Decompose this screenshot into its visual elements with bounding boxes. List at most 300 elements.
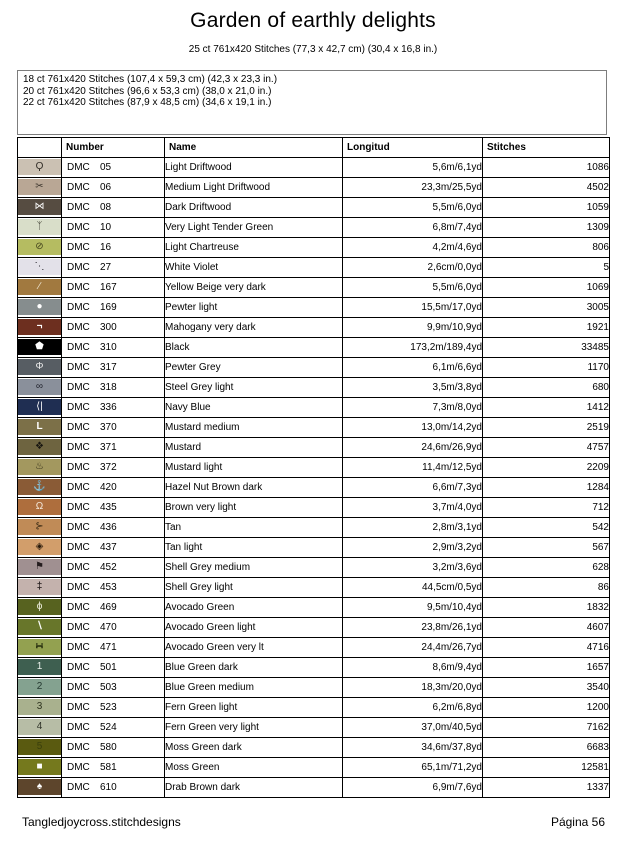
- stitch-symbol-icon: L: [36, 421, 43, 432]
- thread-length: 15,5m/17,0yd: [343, 298, 483, 318]
- color-swatch-cell: [18, 178, 62, 198]
- thread-table: [17, 137, 610, 798]
- color-swatch-cell: [18, 438, 62, 458]
- thread-length: 18,3m/20,0yd: [343, 678, 483, 698]
- stitch-symbol-icon: 1: [36, 661, 43, 672]
- stitch-symbol-icon: ♨: [35, 461, 44, 472]
- color-swatch: [18, 779, 61, 795]
- color-swatch-cell: [18, 398, 62, 418]
- thread-code: 437: [100, 542, 117, 553]
- brand-label: DMC: [67, 402, 90, 413]
- thread-stitches: 5: [483, 258, 610, 278]
- color-swatch-cell: [18, 758, 62, 778]
- stitch-count-subtitle: 25 ct 761x420 Stitches (77,3 x 42,7 cm) (30,4 x 16,8 in.): [188, 44, 438, 55]
- color-swatch: [18, 659, 61, 675]
- thread-stitches: 1284: [483, 478, 610, 498]
- thread-number-cell: [62, 178, 165, 198]
- brand-label: DMC: [67, 522, 90, 533]
- thread-length: 6,2m/6,8yd: [343, 698, 483, 718]
- color-swatch: [18, 679, 61, 695]
- thread-length: 9,9m/10,9yd: [343, 318, 483, 338]
- thread-code: 167: [100, 282, 117, 293]
- brand-label: DMC: [67, 362, 90, 373]
- color-swatch-cell: [18, 718, 62, 738]
- thread-number-cell: [62, 318, 165, 338]
- thread-code: 371: [100, 442, 117, 453]
- thread-name: Moss Green: [165, 758, 343, 778]
- thread-code: 300: [100, 322, 117, 333]
- thread-name: Brown very light: [165, 498, 343, 518]
- stitch-symbol-icon: 3: [36, 701, 43, 712]
- thread-number-cell: [62, 738, 165, 758]
- thread-code: 523: [100, 702, 117, 713]
- stitch-symbol-icon: ●: [36, 301, 43, 312]
- color-swatch-cell: [18, 498, 62, 518]
- color-swatch-cell: [18, 198, 62, 218]
- thread-number-cell: [62, 678, 165, 698]
- thread-number-cell: [62, 618, 165, 638]
- color-swatch: [18, 459, 61, 475]
- thread-name: Very Light Tender Green: [165, 218, 343, 238]
- thread-number-cell: [62, 518, 165, 538]
- color-swatch: [18, 739, 61, 755]
- stitch-symbol-icon: ⟨|: [36, 401, 43, 412]
- thread-length: 6,6m/7,3yd: [343, 478, 483, 498]
- thread-number-cell: [62, 598, 165, 618]
- table-row: [18, 298, 610, 318]
- color-swatch: [18, 719, 61, 735]
- color-swatch-cell: [18, 238, 62, 258]
- color-swatch: [18, 539, 61, 555]
- color-swatch-cell: [18, 278, 62, 298]
- thread-length: 23,3m/25,5yd: [343, 178, 483, 198]
- table-row: [18, 718, 610, 738]
- table-row: [18, 478, 610, 498]
- name-column-header: Name: [165, 138, 343, 158]
- color-swatch: [18, 239, 61, 255]
- color-swatch: [18, 259, 61, 275]
- thread-name: Drab Brown dark: [165, 778, 343, 798]
- color-swatch: [18, 579, 61, 595]
- page-title: Garden of earthly delights: [190, 9, 436, 32]
- thread-code: 310: [100, 342, 117, 353]
- thread-stitches: 6683: [483, 738, 610, 758]
- table-row: [18, 658, 610, 678]
- table-row: [18, 598, 610, 618]
- thread-code: 501: [100, 662, 117, 673]
- color-swatch-cell: [18, 318, 62, 338]
- thread-number-cell: [62, 558, 165, 578]
- table-row: [18, 278, 610, 298]
- thread-name: Avocado Green: [165, 598, 343, 618]
- color-swatch-cell: [18, 298, 62, 318]
- table-row: [18, 778, 610, 798]
- thread-length: 9,5m/10,4yd: [343, 598, 483, 618]
- brand-label: DMC: [67, 222, 90, 233]
- brand-label: DMC: [67, 182, 90, 193]
- thread-number-cell: [62, 238, 165, 258]
- thread-number-cell: [62, 698, 165, 718]
- thread-code: 469: [100, 602, 117, 613]
- thread-code: 580: [100, 742, 117, 753]
- color-swatch: [18, 639, 61, 655]
- table-row: [18, 738, 610, 758]
- color-swatch: [18, 219, 61, 235]
- thread-length: 4,2m/4,6yd: [343, 238, 483, 258]
- thread-length: 3,5m/3,8yd: [343, 378, 483, 398]
- color-swatch: [18, 759, 61, 775]
- color-swatch: [18, 339, 61, 355]
- thread-code: 610: [100, 782, 117, 793]
- brand-label: DMC: [67, 622, 90, 633]
- thread-length: 2,9m/3,2yd: [343, 538, 483, 558]
- thread-length: 2,6cm/0,0yd: [343, 258, 483, 278]
- thread-name: Fern Green very light: [165, 718, 343, 738]
- thread-length: 65,1m/71,2yd: [343, 758, 483, 778]
- stitch-symbol-icon: ⋈: [34, 201, 45, 212]
- brand-label: DMC: [67, 602, 90, 613]
- thread-stitches: 806: [483, 238, 610, 258]
- thread-length: 5,5m/6,0yd: [343, 278, 483, 298]
- table-row: [18, 618, 610, 638]
- color-swatch-cell: [18, 218, 62, 238]
- color-swatch: [18, 379, 61, 395]
- size-line-18ct: 18 ct 761x420 Stitches (107,4 x 59,3 cm) (42,3 x 23,3 in.): [23, 74, 278, 85]
- thread-length: 24,6m/26,9yd: [343, 438, 483, 458]
- brand-label: DMC: [67, 262, 90, 273]
- thread-length: 5,5m/6,0yd: [343, 198, 483, 218]
- thread-code: 336: [100, 402, 117, 413]
- table-row: [18, 458, 610, 478]
- brand-label: DMC: [67, 482, 90, 493]
- stitch-symbol-icon: ∺: [35, 641, 44, 652]
- thread-stitches: 1170: [483, 358, 610, 378]
- thread-stitches: 2209: [483, 458, 610, 478]
- thread-name: Dark Driftwood: [165, 198, 343, 218]
- thread-number-cell: [62, 398, 165, 418]
- stitch-symbol-icon: ◈: [35, 541, 44, 552]
- thread-stitches: 4716: [483, 638, 610, 658]
- thread-number-cell: [62, 538, 165, 558]
- stitches-column-header: Stitches: [483, 138, 610, 158]
- color-swatch-cell: [18, 678, 62, 698]
- thread-code: 16: [100, 242, 112, 253]
- thread-number-cell: [62, 458, 165, 478]
- table-row: [18, 418, 610, 438]
- color-swatch-cell: [18, 698, 62, 718]
- thread-name: Shell Grey light: [165, 578, 343, 598]
- color-swatch-cell: [18, 458, 62, 478]
- thread-stitches: 1059: [483, 198, 610, 218]
- page-number: Página 56: [550, 815, 605, 829]
- brand-label: DMC: [67, 442, 90, 453]
- thread-name: White Violet: [165, 258, 343, 278]
- thread-length: 6,1m/6,6yd: [343, 358, 483, 378]
- thread-name: Light Driftwood: [165, 158, 343, 178]
- table-header-row: [18, 138, 610, 158]
- thread-length: 7,3m/8,0yd: [343, 398, 483, 418]
- color-swatch: [18, 499, 61, 515]
- color-swatch-cell: [18, 258, 62, 278]
- thread-number-cell: [62, 578, 165, 598]
- color-swatch: [18, 699, 61, 715]
- stitch-symbol-icon: ⚓: [33, 481, 46, 492]
- color-swatch-cell: [18, 558, 62, 578]
- thread-name: Mustard light: [165, 458, 343, 478]
- thread-name: Tan light: [165, 538, 343, 558]
- brand-label: DMC: [67, 682, 90, 693]
- thread-number-cell: [62, 758, 165, 778]
- thread-name: Hazel Nut Brown dark: [165, 478, 343, 498]
- thread-length: 3,2m/3,6yd: [343, 558, 483, 578]
- table-row: [18, 318, 610, 338]
- thread-number-cell: [62, 298, 165, 318]
- thread-name: Pewter Grey: [165, 358, 343, 378]
- thread-stitches: 1086: [483, 158, 610, 178]
- thread-number-cell: [62, 778, 165, 798]
- table-row: [18, 378, 610, 398]
- number-column-header: Number: [62, 138, 165, 158]
- thread-number-cell: [62, 378, 165, 398]
- thread-stitches: 1309: [483, 218, 610, 238]
- thread-stitches: 712: [483, 498, 610, 518]
- thread-stitches: 3540: [483, 678, 610, 698]
- thread-name: Avocado Green very lt: [165, 638, 343, 658]
- thread-length: 37,0m/40,5yd: [343, 718, 483, 738]
- thread-code: 05: [100, 162, 112, 173]
- color-swatch-cell: [18, 598, 62, 618]
- designer-credit: Tangledjoycross.stitchdesigns: [22, 815, 181, 829]
- thread-length: 173,2m/189,4yd: [343, 338, 483, 358]
- thread-name: Medium Light Driftwood: [165, 178, 343, 198]
- thread-stitches: 4757: [483, 438, 610, 458]
- thread-name: Tan: [165, 518, 343, 538]
- stitch-symbol-icon: ⊱: [35, 521, 44, 532]
- stitch-symbol-icon: ¬: [36, 321, 43, 332]
- thread-length: 6,9m/7,6yd: [343, 778, 483, 798]
- brand-label: DMC: [67, 242, 90, 253]
- color-swatch: [18, 419, 61, 435]
- table-row: [18, 158, 610, 178]
- color-swatch: [18, 399, 61, 415]
- table-row: [18, 678, 610, 698]
- size-line-22ct: 22 ct 761x420 Stitches (87,9 x 48,5 cm) (34,6 x 19,1 in.): [23, 97, 272, 108]
- thread-code: 370: [100, 422, 117, 433]
- table-row: [18, 398, 610, 418]
- thread-number-cell: [62, 278, 165, 298]
- brand-label: DMC: [67, 462, 90, 473]
- color-swatch: [18, 519, 61, 535]
- thread-code: 169: [100, 302, 117, 313]
- thread-stitches: 680: [483, 378, 610, 398]
- stitch-symbol-icon: 2: [36, 681, 43, 692]
- thread-stitches: 86: [483, 578, 610, 598]
- table-row: [18, 198, 610, 218]
- color-swatch-cell: [18, 638, 62, 658]
- brand-label: DMC: [67, 382, 90, 393]
- brand-label: DMC: [67, 562, 90, 573]
- table-row: [18, 238, 610, 258]
- stitch-symbol-icon: ⋱: [34, 261, 45, 272]
- thread-number-cell: [62, 718, 165, 738]
- brand-label: DMC: [67, 722, 90, 733]
- color-swatch: [18, 199, 61, 215]
- thread-length: 8,6m/9,4yd: [343, 658, 483, 678]
- color-swatch: [18, 439, 61, 455]
- thread-number-cell: [62, 358, 165, 378]
- thread-stitches: 1069: [483, 278, 610, 298]
- thread-stitches: 1337: [483, 778, 610, 798]
- stitch-symbol-icon: ‡: [36, 581, 43, 592]
- color-swatch: [18, 619, 61, 635]
- size-line-20ct: 20 ct 761x420 Stitches (96,6 x 53,3 cm) (38,0 x 21,0 in.): [23, 85, 272, 97]
- thread-number-cell: [62, 478, 165, 498]
- thread-name: Pewter light: [165, 298, 343, 318]
- stitch-symbol-icon: ⬟: [35, 341, 44, 352]
- table-row: [18, 178, 610, 198]
- thread-stitches: 4607: [483, 618, 610, 638]
- thread-length: 13,0m/14,2yd: [343, 418, 483, 438]
- color-swatch: [18, 179, 61, 195]
- table-row: [18, 438, 610, 458]
- thread-stitches: 2519: [483, 418, 610, 438]
- thread-name: Black: [165, 338, 343, 358]
- thread-stitches: 1921: [483, 318, 610, 338]
- brand-label: DMC: [67, 342, 90, 353]
- table-row: [18, 758, 610, 778]
- thread-length: 34,6m/37,8yd: [343, 738, 483, 758]
- fabric-size-box: [17, 70, 607, 135]
- thread-name: Light Chartreuse: [165, 238, 343, 258]
- brand-label: DMC: [67, 302, 90, 313]
- thread-code: 318: [100, 382, 117, 393]
- thread-code: 452: [100, 562, 117, 573]
- thread-number-cell: [62, 638, 165, 658]
- thread-name: Mahogany very dark: [165, 318, 343, 338]
- thread-number-cell: [62, 438, 165, 458]
- thread-code: 524: [100, 722, 117, 733]
- thread-code: 470: [100, 622, 117, 633]
- brand-label: DMC: [67, 322, 90, 333]
- thread-stitches: 12581: [483, 758, 610, 778]
- thread-name: Mustard medium: [165, 418, 343, 438]
- color-swatch: [18, 599, 61, 615]
- thread-number-cell: [62, 258, 165, 278]
- stitch-symbol-icon: 5: [36, 741, 43, 752]
- table-row: [18, 578, 610, 598]
- color-swatch: [18, 299, 61, 315]
- brand-label: DMC: [67, 702, 90, 713]
- thread-name: Avocado Green light: [165, 618, 343, 638]
- thread-number-cell: [62, 498, 165, 518]
- table-row: [18, 338, 610, 358]
- stitch-symbol-icon: ✂: [35, 181, 44, 192]
- thread-code: 471: [100, 642, 117, 653]
- brand-label: DMC: [67, 662, 90, 673]
- thread-code: 435: [100, 502, 117, 513]
- brand-label: DMC: [67, 422, 90, 433]
- color-swatch-cell: [18, 338, 62, 358]
- table-row: [18, 498, 610, 518]
- brand-label: DMC: [67, 782, 90, 793]
- color-swatch-cell: [18, 518, 62, 538]
- thread-length: 24,4m/26,7yd: [343, 638, 483, 658]
- brand-label: DMC: [67, 642, 90, 653]
- thread-code: 372: [100, 462, 117, 473]
- stitch-symbol-icon: ⊘: [35, 241, 44, 252]
- table-row: [18, 258, 610, 278]
- thread-name: Yellow Beige very dark: [165, 278, 343, 298]
- thread-code: 436: [100, 522, 117, 533]
- thread-stitches: 542: [483, 518, 610, 538]
- brand-label: DMC: [67, 762, 90, 773]
- thread-stitches: 1657: [483, 658, 610, 678]
- thread-length: 11,4m/12,5yd: [343, 458, 483, 478]
- thread-stitches: 7162: [483, 718, 610, 738]
- stitch-symbol-icon: ■: [36, 761, 43, 772]
- brand-label: DMC: [67, 742, 90, 753]
- stitch-symbol-icon: ᛉ: [36, 221, 43, 232]
- thread-code: 420: [100, 482, 117, 493]
- thread-length: 2,8m/3,1yd: [343, 518, 483, 538]
- thread-name: Steel Grey light: [165, 378, 343, 398]
- thread-name: Blue Green medium: [165, 678, 343, 698]
- stitch-symbol-icon: ♠: [36, 781, 43, 792]
- thread-length: 23,8m/26,1yd: [343, 618, 483, 638]
- table-row: [18, 358, 610, 378]
- color-swatch-cell: [18, 738, 62, 758]
- color-swatch-cell: [18, 658, 62, 678]
- thread-stitches: 628: [483, 558, 610, 578]
- brand-label: DMC: [67, 202, 90, 213]
- thread-length: 6,8m/7,4yd: [343, 218, 483, 238]
- stitch-symbol-icon: ∞: [35, 381, 44, 392]
- thread-number-cell: [62, 158, 165, 178]
- thread-stitches: 1200: [483, 698, 610, 718]
- table-row: [18, 558, 610, 578]
- brand-label: DMC: [67, 542, 90, 553]
- color-swatch-cell: [18, 358, 62, 378]
- thread-code: 503: [100, 682, 117, 693]
- thread-number-cell: [62, 418, 165, 438]
- brand-label: DMC: [67, 582, 90, 593]
- color-swatch: [18, 279, 61, 295]
- stitch-symbol-icon: ∕: [38, 281, 41, 292]
- color-swatch: [18, 559, 61, 575]
- color-swatch: [18, 479, 61, 495]
- thread-stitches: 567: [483, 538, 610, 558]
- thread-name: Shell Grey medium: [165, 558, 343, 578]
- table-row: [18, 518, 610, 538]
- stitch-symbol-icon: Ω: [35, 501, 44, 512]
- stitch-symbol-icon: Ϙ: [35, 161, 44, 172]
- stitch-symbol-icon: ∖: [36, 621, 43, 632]
- color-swatch: [18, 359, 61, 375]
- thread-number-cell: [62, 218, 165, 238]
- thread-code: 08: [100, 202, 112, 213]
- thread-length: 3,7m/4,0yd: [343, 498, 483, 518]
- color-swatch-cell: [18, 578, 62, 598]
- stitch-symbol-icon: ❖: [35, 441, 44, 452]
- color-swatch-cell: [18, 158, 62, 178]
- thread-code: 27: [100, 262, 112, 273]
- table-row: [18, 638, 610, 658]
- thread-length: 5,6m/6,1yd: [343, 158, 483, 178]
- thread-number-cell: [62, 658, 165, 678]
- thread-stitches: 33485: [483, 338, 610, 358]
- brand-label: DMC: [67, 282, 90, 293]
- color-swatch-cell: [18, 538, 62, 558]
